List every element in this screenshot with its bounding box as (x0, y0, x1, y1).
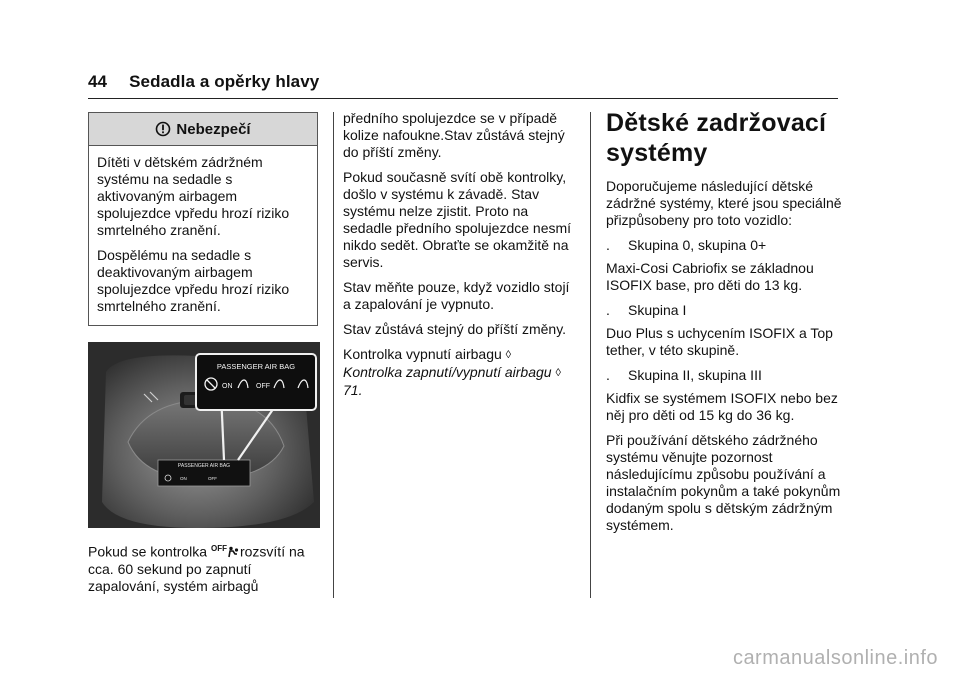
airbag-off-symbol: OFF (210, 544, 227, 553)
column-right (606, 108, 842, 542)
airbag-panel-photo (88, 342, 320, 528)
page-ref-symbol: ◊ (505, 349, 512, 361)
paragraph: Pokud současně svítí obě kontrolky, došlo v systému k závadě. Stav systému nelze zjistit. Proto na sedadle předního spolujezdce nesmí nikdo sedět. Obraťte se okamžitě na servis. (343, 169, 572, 270)
on-label: ON (222, 383, 233, 390)
header-rule (88, 98, 838, 99)
paragraph: Stav zůstává stejný do příští změny. (343, 321, 567, 337)
section-heading: Dětské zadržovací systémy (606, 109, 827, 167)
reference (343, 346, 581, 364)
danger-paragraph: Dospělému na sedadle s deaktivovaným airbagem spolujezdce vpředu hrozí riziko smrtelného zranění. (97, 247, 290, 314)
page-header (88, 72, 319, 92)
list-item-title: Skupina I (628, 302, 687, 318)
danger-body (89, 146, 317, 325)
caption-text: rozsvítí na cca. 60 sekund po zapnutí zapalování, systém airbagů (88, 543, 305, 594)
list-item (606, 237, 842, 254)
danger-header (89, 113, 317, 146)
danger-paragraph: Dítěti v dětském zádržném systému na sedadle s aktivovaným airbagem spolujezdce vpředu hrozí riziko smrtelného zranění. (97, 154, 290, 238)
photo-caption (88, 540, 320, 595)
passenger-airbag-icon (227, 546, 239, 558)
list-item-title: Skupina II, skupina III (628, 367, 762, 383)
column-middle (343, 110, 581, 407)
small-off-label: OFF (208, 476, 217, 481)
small-panel-label: PASSENGER AIR BAG (177, 463, 231, 469)
caption-text: Pokud se kontrolka (88, 543, 211, 560)
reference-link[interactable] (343, 364, 581, 399)
bullet: . (606, 302, 610, 318)
reference-text: Kontrolka vypnutí airbagu (343, 346, 502, 362)
intro-paragraph: Doporučujeme následující dětské zádržné systémy, které jsou speciálně přizpůsobeny pro toto vozidlo: (606, 178, 842, 228)
column-left (88, 112, 320, 326)
list-item-desc: Duo Plus s uchycením ISOFIX a Top tether, v této skupině. (606, 325, 833, 358)
page-ref-symbol: ◊ (555, 367, 561, 379)
outro-paragraph: Při používání dětského zádržného systému věnujte pozornost následujícímu způsobu používání a instalačním pokynům a také pokynům dodaným spolu s dětským zádržným systémem. (606, 432, 841, 533)
list-item (606, 302, 842, 319)
reference-link-text: Kontrolka zapnutí/vypnutí airbagu (343, 364, 552, 380)
reference-page: 71. (343, 382, 363, 398)
page-number: 44 (88, 72, 108, 91)
list-item (606, 367, 842, 384)
off-label: OFF (256, 383, 270, 390)
column-separator (333, 112, 334, 598)
bullet: . (606, 237, 610, 253)
list-item-title: Skupina 0, skupina 0+ (628, 237, 767, 253)
watermark: carmanualsonline.info (732, 647, 938, 669)
column-separator (590, 112, 591, 598)
panel-label: PASSENGER AIR BAG (216, 362, 296, 371)
airbag-panel-illustration (88, 342, 320, 528)
paragraph: předního spolujezdce se v případě kolize nafoukne.Stav zůstává stejný do příští změny. (343, 110, 565, 160)
page-title: Sedadla a opěrky hlavy (129, 72, 320, 91)
bullet: . (606, 367, 610, 383)
danger-box (88, 112, 318, 326)
list-item-desc: Kidfix se systémem ISOFIX nebo bez něj pro děti od 15 kg do 36 kg. (606, 390, 838, 423)
danger-title: Nebezpečí (176, 120, 251, 138)
list-item-desc: Maxi-Cosi Cabriofix se základnou ISOFIX base, pro děti do 13 kg. (606, 260, 814, 293)
warning-icon (155, 121, 171, 137)
paragraph: Stav měňte pouze, když vozidlo stojí a zapalování je vypnuto. (343, 279, 570, 312)
small-on-label: ON (180, 476, 187, 481)
